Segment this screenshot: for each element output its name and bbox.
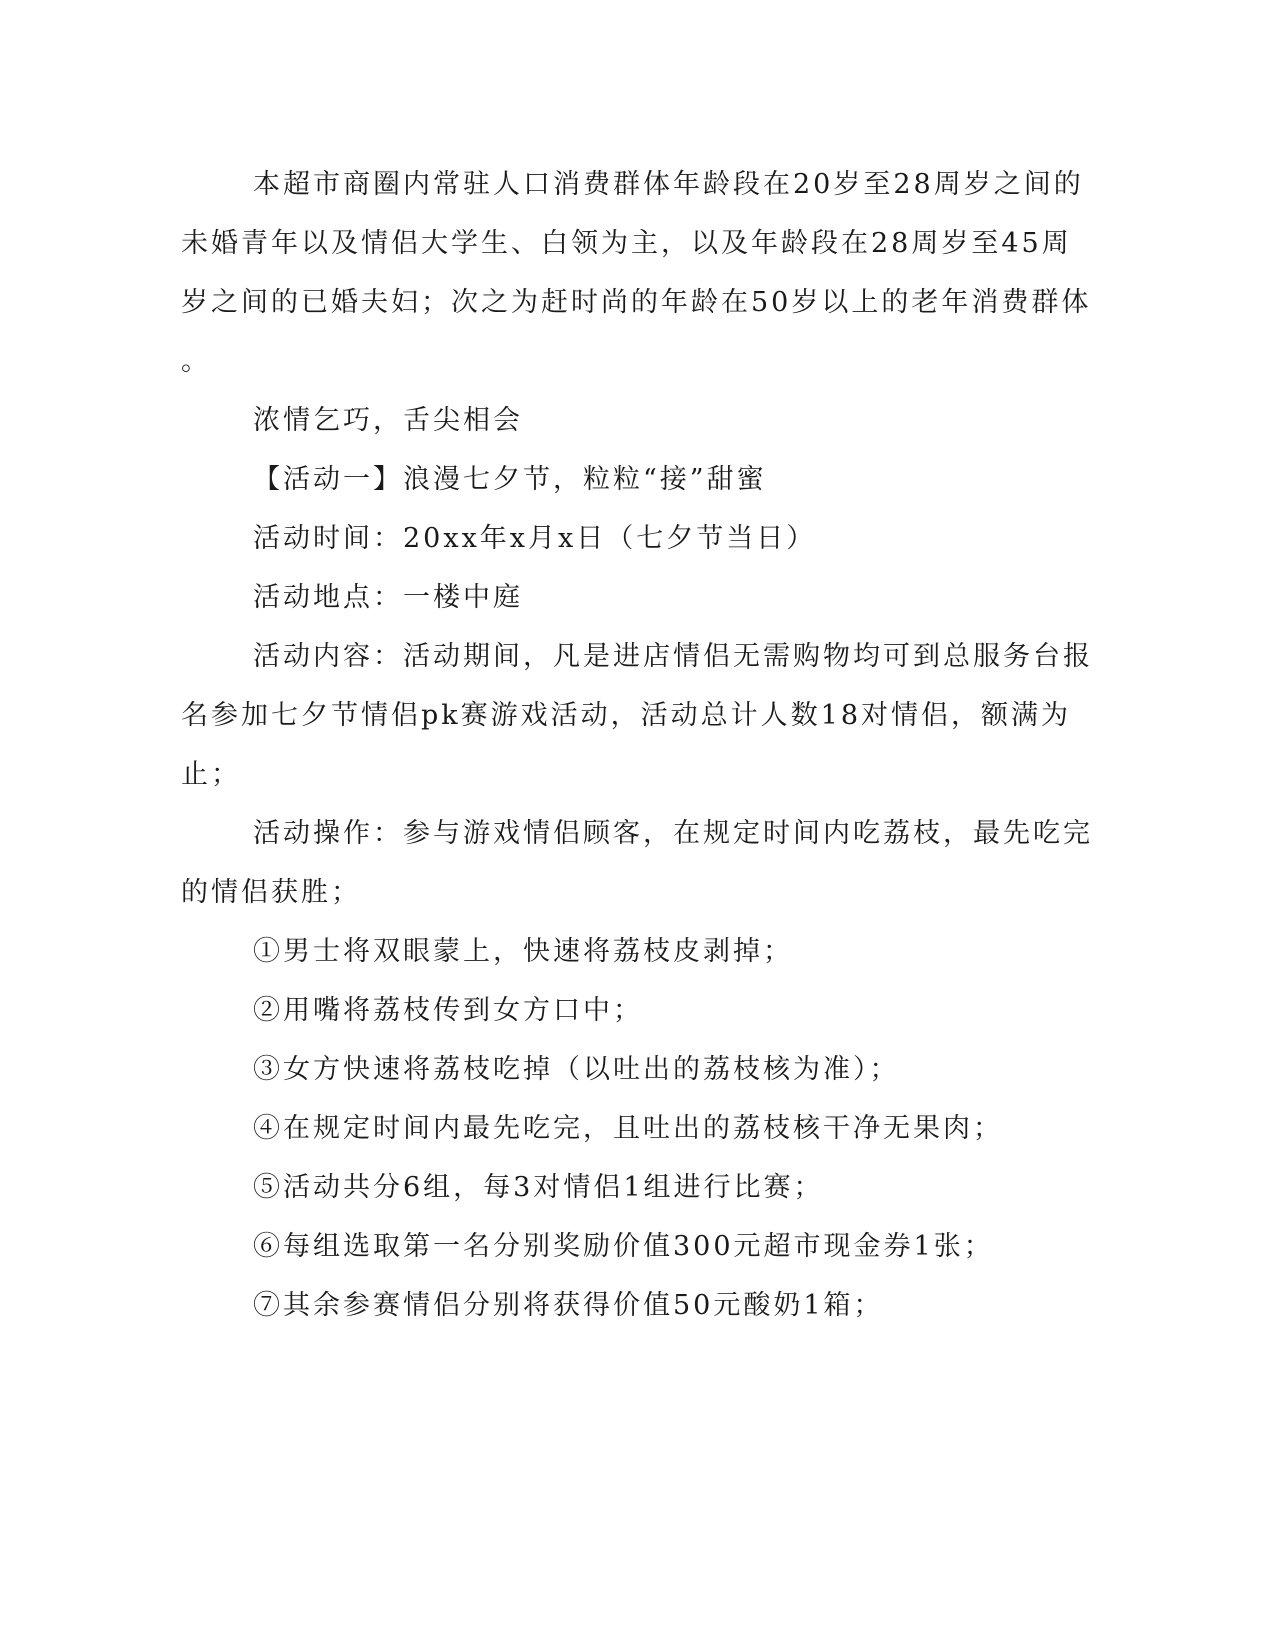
step-6: ⑥每组选取第一名分别奖励价值300元超市现金券1张；	[253, 1231, 994, 1262]
slogan: 浓情乞巧，舌尖相会	[253, 405, 523, 436]
intro-line-3: 岁之间的已婚夫妇；次之为赶时尚的年龄在50岁以上的老年消费群体	[181, 287, 1092, 318]
intro-line-2: 未婚青年以及情侣大学生、白领为主，以及年龄段在28周岁至45周	[181, 228, 1072, 259]
activity-place: 活动地点：一楼中庭	[253, 582, 523, 613]
step-2: ②用嘴将荔枝传到女方口中；	[253, 995, 643, 1026]
operation-line-2: 的情侣获胜；	[181, 877, 361, 908]
content-line-2: 名参加七夕节情侣pk赛游戏活动，活动总计人数18对情侣，额满为	[181, 700, 1071, 731]
content-line-3: 止；	[181, 759, 241, 790]
step-7: ⑦其余参赛情侣分别将获得价值50元酸奶1箱；	[253, 1290, 884, 1321]
step-4: ④在规定时间内最先吃完，且吐出的荔枝核干净无果肉；	[253, 1113, 1003, 1144]
step-3: ③女方快速将荔枝吃掉（以吐出的荔枝核为准）；	[253, 1054, 900, 1085]
intro-line-1: 本超市商圈内常驻人口消费群体年龄段在20岁至28周岁之间的	[253, 169, 1084, 200]
step-1: ①男士将双眼蒙上，快速将荔枝皮剥掉；	[253, 936, 793, 967]
intro-line-4: 。	[181, 346, 211, 377]
activity-time: 活动时间：20xx年x月x日（七夕节当日）	[253, 523, 817, 554]
content-line-1: 活动内容：活动期间，凡是进店情侣无需购物均可到总服务台报	[253, 641, 1093, 672]
activity-title: 【活动一】浪漫七夕节，粒粒“接”甜蜜	[253, 464, 767, 495]
document-body	[181, 155, 1093, 1335]
step-5: ⑤活动共分6组，每3对情侣1组进行比赛；	[253, 1172, 824, 1203]
operation-line-1: 活动操作：参与游戏情侣顾客，在规定时间内吃荔枝，最先吃完	[253, 818, 1093, 849]
